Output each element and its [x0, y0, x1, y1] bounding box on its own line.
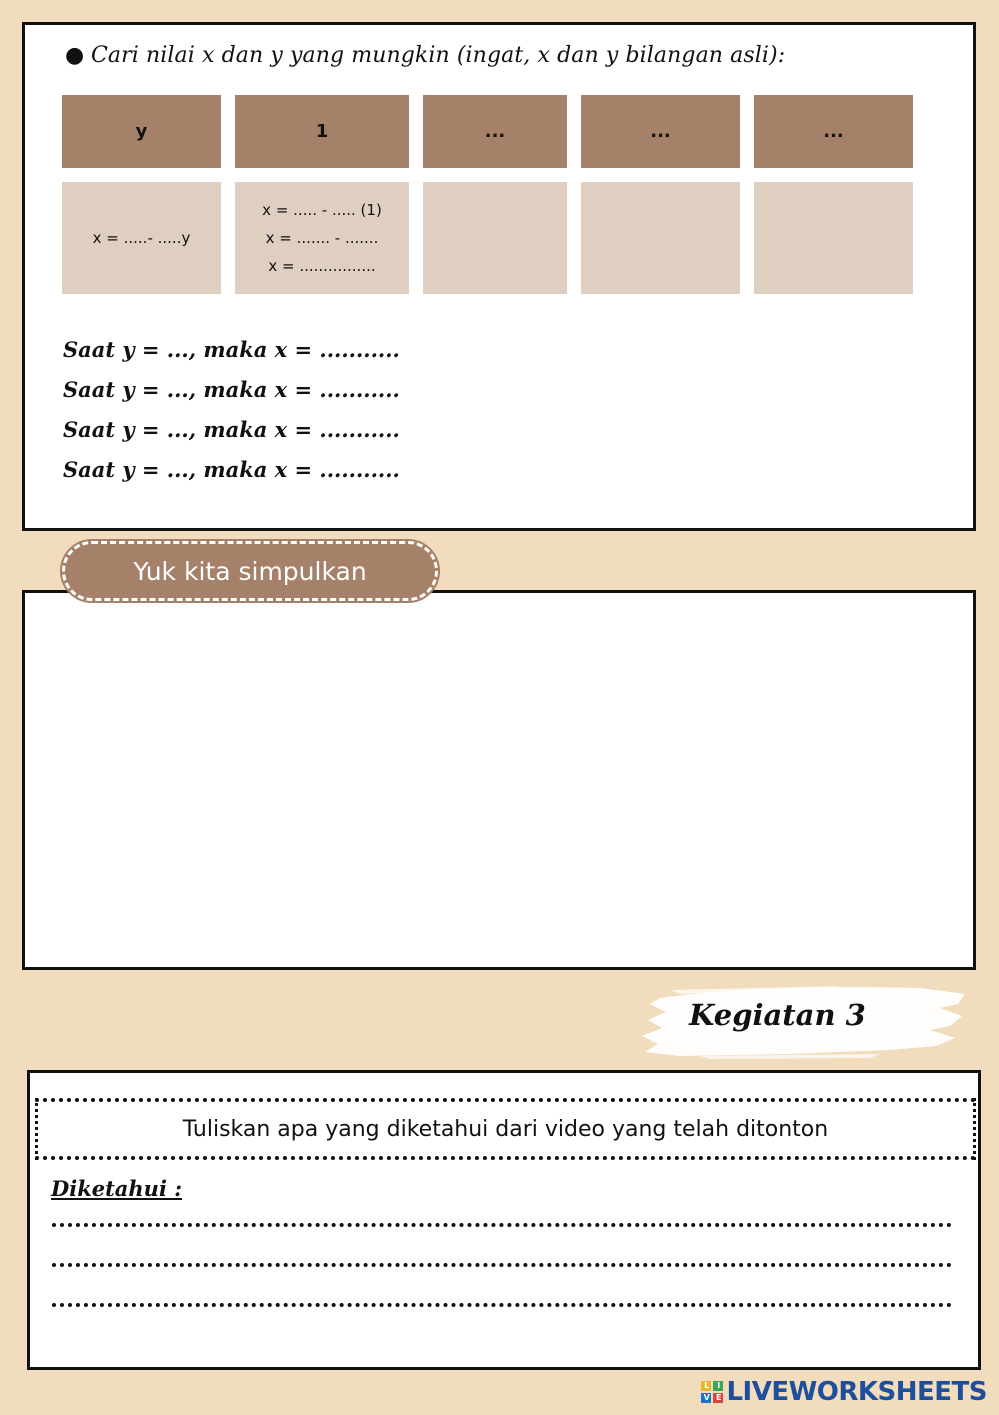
liveworksheets-logo	[701, 1375, 987, 1409]
saat-line-3[interactable]: Saat y = ..., maka x = ...........	[63, 417, 400, 442]
logo-letter: I	[713, 1381, 723, 1391]
equation-line: x = ................	[268, 257, 376, 275]
task-instruction: Tuliskan apa yang diketahui dari video yang telah ditonton	[35, 1098, 976, 1160]
saat-line-1[interactable]: Saat y = ..., maka x = ...........	[63, 337, 400, 362]
bullet-icon: ●	[65, 43, 85, 68]
known-info-box	[27, 1070, 981, 1370]
answer-line-2[interactable]	[52, 1263, 952, 1267]
instruction-text: Cari nilai x dan y yang mungkin (ingat, x dan y bilangan asli):	[91, 43, 786, 68]
equation-line: x = .....- .....y	[92, 229, 191, 247]
logo-text: LIVEWORKSHEETS	[726, 1377, 987, 1407]
kegiatan-title: Kegiatan 3	[689, 998, 866, 1032]
instruction	[65, 43, 785, 68]
body-cell-1[interactable]	[62, 182, 221, 294]
saat-line-2[interactable]: Saat y = ..., maka x = ...........	[63, 377, 400, 402]
logo-grid-icon	[701, 1381, 723, 1403]
body-cell-4[interactable]	[581, 182, 740, 294]
logo-letter: L	[701, 1381, 711, 1391]
conclusion-answer-box[interactable]	[22, 590, 976, 970]
diketahui-label: Diketahui :	[51, 1176, 182, 1201]
equation-line: x = ..... - ..... (1)	[262, 201, 382, 219]
table-section	[22, 22, 976, 531]
header-cell-1: 1	[235, 95, 409, 168]
body-cell-5[interactable]	[754, 182, 913, 294]
header-cell-3: ...	[423, 95, 567, 168]
conclusion-title: Yuk kita simpulkan	[62, 541, 438, 601]
header-cell-5: ...	[754, 95, 913, 168]
logo-letter: E	[713, 1393, 723, 1403]
saat-line-4[interactable]: Saat y = ..., maka x = ...........	[63, 457, 400, 482]
body-cell-2[interactable]	[235, 182, 409, 294]
answer-line-1[interactable]	[52, 1223, 952, 1227]
body-cell-3[interactable]	[423, 182, 567, 294]
answer-line-3[interactable]	[52, 1303, 952, 1307]
header-cell-y: y	[62, 95, 221, 168]
logo-letter: V	[701, 1393, 711, 1403]
header-cell-4: ...	[581, 95, 740, 168]
equation-line: x = ....... - .......	[265, 229, 379, 247]
